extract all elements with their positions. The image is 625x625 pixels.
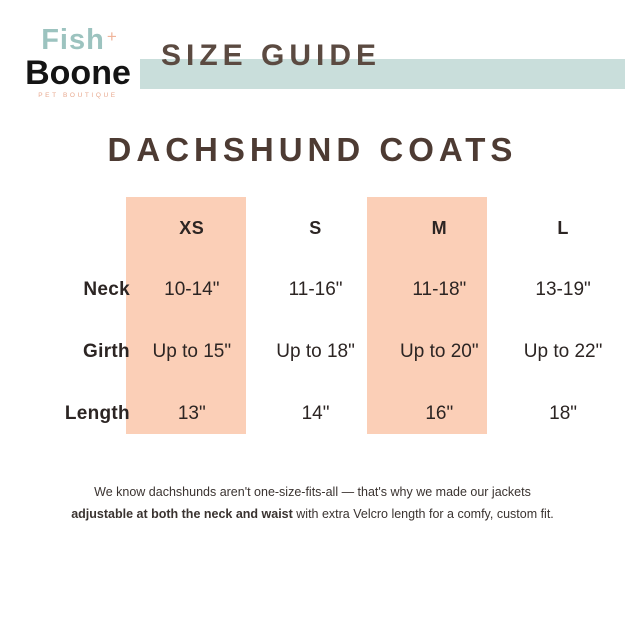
brand-name-boone: Boone <box>25 54 131 92</box>
brand-logo <box>14 26 142 100</box>
cell-neck-m: 11-18" <box>412 279 467 300</box>
column-header-s: S <box>309 217 322 238</box>
row-label-length: Length <box>64 403 130 424</box>
footer-note-line-1: We know dachshunds aren't one-size-fits-all — that's why we made our jackets <box>94 485 531 499</box>
cell-length-xs: 13" <box>177 403 206 424</box>
cell-neck-s: 11-16" <box>288 279 343 300</box>
size-table-container <box>0 197 625 437</box>
table-header-row <box>0 197 625 259</box>
size-table-body <box>0 259 625 445</box>
table-row <box>0 259 625 321</box>
page-title: SIZE GUIDE <box>161 39 382 72</box>
table-row <box>0 321 625 383</box>
cell-girth-l: Up to 22" <box>523 341 603 362</box>
row-label-neck: Neck <box>83 279 130 300</box>
size-table <box>0 197 625 445</box>
brand-logo-top-line <box>14 26 142 55</box>
cell-neck-l: 13-19" <box>535 279 591 300</box>
page-header <box>0 0 625 115</box>
cell-length-m: 16" <box>425 403 454 424</box>
footer-note-line-2 <box>0 504 625 526</box>
column-header-xs: XS <box>179 217 205 238</box>
cell-length-s: 14" <box>301 403 330 424</box>
footer-note <box>0 482 625 526</box>
table-row <box>0 383 625 445</box>
footer-note-line-2-rest: with extra Velcro length for a comfy, custom fit. <box>292 506 554 521</box>
table-corner-cell <box>0 197 130 259</box>
footer-note-emphasis: adjustable at both the neck and waist <box>71 506 293 521</box>
brand-name-fish: Fish <box>41 24 105 56</box>
cell-girth-s: Up to 18" <box>276 341 355 362</box>
brand-tagline: PET BOUTIQUE <box>38 92 118 99</box>
column-header-m: M <box>431 217 448 238</box>
cell-girth-xs: Up to 15" <box>152 341 232 362</box>
column-header-l: L <box>557 217 569 238</box>
section-title: DACHSHUND COATS <box>107 131 518 168</box>
cell-girth-m: Up to 20" <box>400 341 479 362</box>
size-table-header <box>0 197 625 259</box>
row-label-girth: Girth <box>83 341 130 362</box>
cell-length-l: 18" <box>549 403 578 424</box>
cell-neck-xs: 10-14" <box>164 279 220 300</box>
brand-plus-icon: + <box>106 27 117 46</box>
